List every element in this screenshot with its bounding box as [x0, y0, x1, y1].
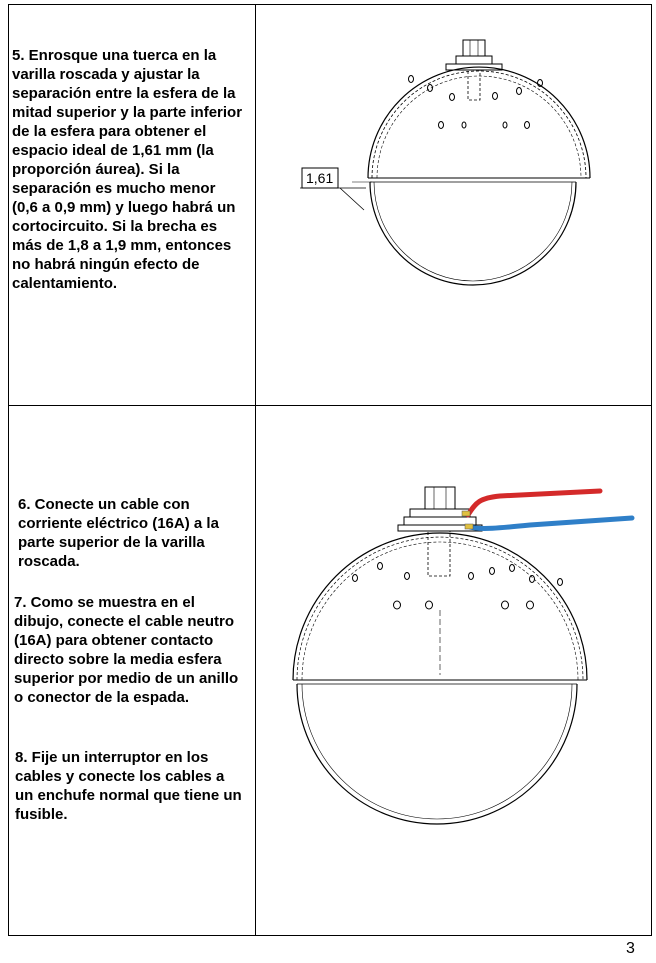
step-8-text: 8. Fije un interruptor en los cables y conecte los cables a un enchufe normal que tiene un fusible.	[15, 749, 242, 823]
page-number: 3	[626, 940, 635, 957]
sphere-drawing-wiring	[293, 487, 587, 824]
gap-dimension-label: 1,61	[306, 170, 334, 186]
step-7-text: 7. Como se muestra en el dibujo, conecte el cable neutro (16A) para obtener contacto directo sobre la media esfera superior por medio de un anillo o conector de la espada.	[14, 594, 239, 706]
step-5-text: 5. Enrosque una tuerca en la varilla roscada y ajustar la separación entre la esfera de la mitad superior y la parte inferior de la esfera para obtener el espacio ideal de 1,61 mm (la proporción áurea). Si la separación es mucho menor (0,6 a 0,9 mm) y luego habrá un cortocircuito. Si la brecha es más de 1,8 a 1,9 mm, entonces no habrá ningún efecto de calentamiento.	[12, 47, 243, 292]
step-6-text: 6. Conecte un cable con corriente eléctrico (16A) a la parte superior de la varilla roscada.	[18, 496, 219, 570]
neutral-wire	[470, 518, 632, 528]
live-wire	[468, 491, 600, 515]
sphere-drawing-gap	[300, 40, 590, 285]
